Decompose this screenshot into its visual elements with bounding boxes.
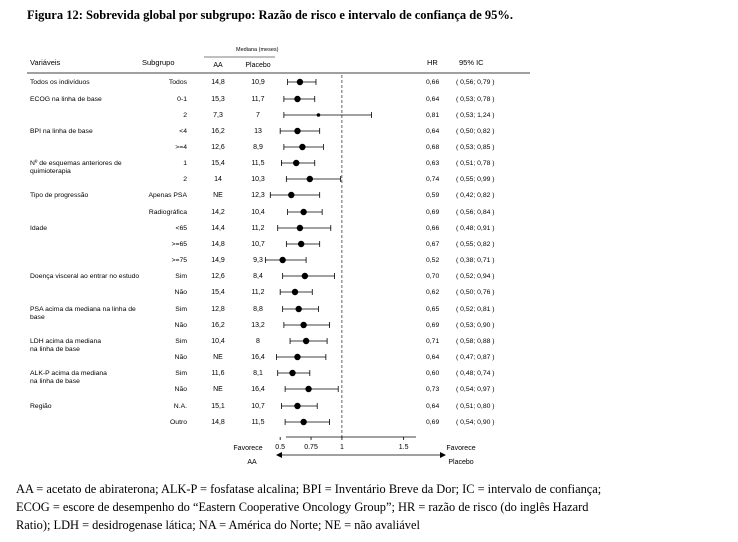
ci-value: ( 0,56; 0,79 ) xyxy=(456,79,495,86)
subgroup-label: <4 xyxy=(179,128,187,135)
hr-value: 0,81 xyxy=(426,112,440,119)
median-aa: 15,3 xyxy=(211,96,225,103)
hr-value: 0,74 xyxy=(426,176,440,183)
variable-label: quimioterapia xyxy=(30,168,71,175)
ci-value: ( 0,53; 0,90 ) xyxy=(456,322,495,329)
hr-point xyxy=(289,370,295,376)
hr-value: 0,71 xyxy=(426,338,440,345)
median-placebo: 16,4 xyxy=(251,354,265,361)
ci-value: ( 0,55; 0,82 ) xyxy=(456,241,495,248)
x-tick-label: 0.75 xyxy=(304,444,318,451)
median-aa: 15,4 xyxy=(211,289,225,296)
ci-value: ( 0,53; 0,78 ) xyxy=(456,96,495,103)
subgroup-label: Sim xyxy=(175,338,187,345)
ci-value: ( 0,50; 0,76 ) xyxy=(456,289,495,296)
variable-label: Região xyxy=(30,403,52,410)
hr-point xyxy=(298,241,304,247)
subgroup-label: Sim xyxy=(175,273,187,280)
header-aa: AA xyxy=(213,62,223,69)
x-tick-label: 0.5 xyxy=(275,444,286,451)
subgroup-label: Sim xyxy=(175,306,187,313)
median-placebo: 13,2 xyxy=(251,322,265,329)
median-aa: 15,4 xyxy=(211,160,225,167)
variable-label: Idade xyxy=(30,225,48,232)
header-subgroup: Subgrupo xyxy=(142,58,175,67)
hr-point xyxy=(288,192,294,198)
median-aa: 14,8 xyxy=(211,79,225,86)
hr-point xyxy=(299,144,305,150)
variable-label: Tipo de progressão xyxy=(30,192,89,199)
hr-value: 0,69 xyxy=(426,322,440,329)
header-placebo: Placebo xyxy=(245,62,271,69)
variable-label: LDH acima da mediana xyxy=(30,338,102,345)
favors-left-label: Favorece xyxy=(233,445,263,452)
hr-point xyxy=(279,257,285,263)
median-placebo: 8,9 xyxy=(253,144,263,151)
median-aa: 12,6 xyxy=(211,273,225,280)
hr-point xyxy=(300,322,306,328)
median-placebo: 11,5 xyxy=(251,160,265,167)
hr-value: 0,69 xyxy=(426,419,440,426)
ci-value: ( 0,42; 0,82 ) xyxy=(456,192,495,199)
variable-label: ALK-P acima da mediana xyxy=(30,370,107,377)
favors-left-label: AA xyxy=(247,459,257,466)
ci-value: ( 0,53; 0,85 ) xyxy=(456,144,495,151)
hr-point xyxy=(294,403,300,409)
hr-point xyxy=(294,128,300,134)
header-median: Mediana (meses) xyxy=(236,47,279,53)
hr-value: 0,63 xyxy=(426,160,440,167)
hr-value: 0,66 xyxy=(426,225,440,232)
median-placebo: 8,4 xyxy=(253,273,263,280)
x-tick-label: 1 xyxy=(339,444,344,451)
subgroup-label: >=75 xyxy=(171,257,187,264)
hr-value: 0,65 xyxy=(426,306,440,313)
median-aa: 14,8 xyxy=(211,419,225,426)
subgroup-label: >=65 xyxy=(171,241,187,248)
ci-value: ( 0,52; 0,94 ) xyxy=(456,273,495,280)
variable-label: Todos os indivíduos xyxy=(30,79,90,86)
arrowhead-right xyxy=(440,452,446,458)
median-placebo: 7 xyxy=(256,112,260,119)
hr-value: 0,64 xyxy=(426,403,440,410)
favors-right-label: Placebo xyxy=(448,459,474,466)
footnote xyxy=(16,480,732,534)
hr-point xyxy=(294,354,300,360)
ci-value: ( 0,53; 1,24 ) xyxy=(456,112,495,119)
footnote-line: Ratio); LDH = desidrogenase lática; NA = América do Norte; NE = não avaliável xyxy=(16,518,420,532)
subgroup-label: >=4 xyxy=(175,144,187,151)
hr-point xyxy=(303,338,309,344)
median-placebo: 8 xyxy=(256,338,260,345)
hr-point xyxy=(300,419,306,425)
median-placebo: 8,8 xyxy=(253,306,263,313)
subgroup-label: Apenas PSA xyxy=(148,192,187,199)
ci-value: ( 0,51; 0,78 ) xyxy=(456,160,495,167)
hr-value: 0,67 xyxy=(426,241,440,248)
x-tick-label: 1.5 xyxy=(398,444,409,451)
ci-value: ( 0,47; 0,87 ) xyxy=(456,354,495,361)
hr-point xyxy=(307,176,313,182)
subgroup-label: <65 xyxy=(175,225,187,232)
median-aa: 12,8 xyxy=(211,306,225,313)
subgroup-label: Sim xyxy=(175,370,187,377)
variable-label: base xyxy=(30,314,45,321)
ci-value: ( 0,38; 0,71 ) xyxy=(456,257,495,264)
arrowhead-left xyxy=(276,452,282,458)
subgroup-label: 2 xyxy=(183,176,187,183)
header-variables: Variáveis xyxy=(30,58,61,67)
median-aa: NE xyxy=(213,354,223,361)
subgroup-label: N.A. xyxy=(173,403,187,410)
variable-label: BPI na linha de base xyxy=(30,128,93,135)
ci-value: ( 0,55; 0,99 ) xyxy=(456,176,495,183)
median-aa: 10,4 xyxy=(211,338,225,345)
subgroup-label: Radiográfica xyxy=(148,209,187,216)
median-placebo: 9,3 xyxy=(253,257,263,264)
median-aa: NE xyxy=(213,192,223,199)
median-aa: 14,2 xyxy=(211,209,225,216)
subgroup-label: 1 xyxy=(183,160,187,167)
ci-value: ( 0,58; 0,88 ) xyxy=(456,338,495,345)
median-placebo: 8,1 xyxy=(253,370,263,377)
hr-value: 0,64 xyxy=(426,128,440,135)
hr-point xyxy=(302,273,308,279)
hr-value: 0,64 xyxy=(426,96,440,103)
variable-label: Nº de esquemas anteriores de xyxy=(30,160,122,167)
median-placebo: 11,5 xyxy=(251,419,265,426)
hr-value: 0,70 xyxy=(426,273,440,280)
variable-label: na linha de base xyxy=(30,346,80,353)
hr-value: 0,59 xyxy=(426,192,440,199)
variable-label: na linha de base xyxy=(30,378,80,385)
subgroup-label: Não xyxy=(174,386,187,393)
hr-value: 0,68 xyxy=(426,144,440,151)
ci-value: ( 0,48; 0,74 ) xyxy=(456,370,495,377)
hr-value: 0,52 xyxy=(426,257,440,264)
median-aa: NE xyxy=(213,386,223,393)
median-aa: 14,8 xyxy=(211,241,225,248)
median-placebo: 11,7 xyxy=(251,96,265,103)
subgroup-label: 0-1 xyxy=(177,96,187,103)
median-aa: 14 xyxy=(214,176,222,183)
median-placebo: 10,3 xyxy=(251,176,265,183)
hr-value: 0,66 xyxy=(426,79,440,86)
median-placebo: 10,7 xyxy=(251,241,265,248)
variable-label: ECOG na linha de base xyxy=(30,96,102,103)
median-aa: 14,4 xyxy=(211,225,225,232)
median-aa: 11,6 xyxy=(211,370,225,377)
favors-right-label: Favorece xyxy=(446,445,476,452)
median-placebo: 16,4 xyxy=(251,386,265,393)
ci-value: ( 0,54; 0,90 ) xyxy=(456,419,495,426)
hr-point xyxy=(317,113,321,117)
median-placebo: 10,4 xyxy=(251,209,265,216)
subgroup-label: Não xyxy=(174,354,187,361)
hr-value: 0,60 xyxy=(426,370,440,377)
footnote-line: ECOG = escore de desempenho do “Eastern Cooperative Oncology Group”; HR = razão de risco (do inglês Hazard xyxy=(16,500,589,514)
figure-title: Figura 12: Sobrevida global por subgrupo: Razão de risco e intervalo de confiança de 95%. xyxy=(27,8,513,22)
median-placebo: 11,2 xyxy=(251,225,265,232)
subgroup-label: Não xyxy=(174,322,187,329)
hr-point xyxy=(300,209,306,215)
hr-point xyxy=(294,96,300,102)
hr-value: 0,62 xyxy=(426,289,440,296)
ci-value: ( 0,50; 0,82 ) xyxy=(456,128,495,135)
footnote-line: AA = acetato de abiraterona; ALK-P = fosfatase alcalina; BPI = Inventário Breve da Dor; IC = intervalo de confiança; xyxy=(16,482,602,496)
median-placebo: 12,3 xyxy=(251,192,265,199)
hr-value: 0,69 xyxy=(426,209,440,216)
header-hr: HR xyxy=(427,58,438,67)
median-placebo: 13 xyxy=(254,128,262,135)
hr-point xyxy=(297,79,303,85)
median-aa: 16,2 xyxy=(211,128,225,135)
subgroup-label: Todos xyxy=(168,79,187,86)
subgroup-label: Não xyxy=(174,289,187,296)
median-placebo: 10,9 xyxy=(251,79,265,86)
subgroup-label: 2 xyxy=(183,112,187,119)
ci-value: ( 0,56; 0,84 ) xyxy=(456,209,495,216)
ci-value: ( 0,48; 0,91 ) xyxy=(456,225,495,232)
variable-label: Doença visceral ao entrar no estudo xyxy=(30,273,140,280)
median-aa: 15,1 xyxy=(211,403,225,410)
ci-value: ( 0,52; 0,81 ) xyxy=(456,306,495,313)
hr-point xyxy=(293,160,299,166)
ci-value: ( 0,51; 0,80 ) xyxy=(456,403,495,410)
median-placebo: 10,7 xyxy=(251,403,265,410)
variable-label: PSA acima da mediana na linha de xyxy=(30,306,136,313)
median-aa: 12,6 xyxy=(211,144,225,151)
hr-value: 0,64 xyxy=(426,354,440,361)
median-placebo: 11,2 xyxy=(251,289,265,296)
hr-point xyxy=(295,306,301,312)
hr-point xyxy=(297,225,303,231)
median-aa: 16,2 xyxy=(211,322,225,329)
hr-point xyxy=(305,386,311,392)
hr-value: 0,73 xyxy=(426,386,440,393)
header-ci: 95% IC xyxy=(459,58,484,67)
ci-value: ( 0,54; 0,97 ) xyxy=(456,386,495,393)
subgroup-label: Outro xyxy=(170,419,187,426)
median-aa: 14,9 xyxy=(211,257,225,264)
hr-point xyxy=(292,289,298,295)
median-aa: 7,3 xyxy=(213,112,223,119)
